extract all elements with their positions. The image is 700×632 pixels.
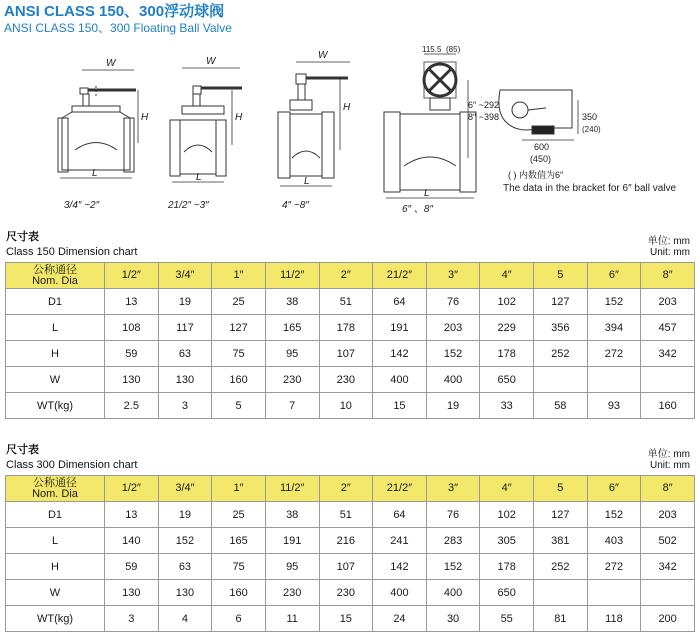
row-label: H: [6, 341, 105, 367]
table-cell: 25: [212, 289, 266, 315]
table-cell: 142: [373, 554, 427, 580]
fig-label-2: 21/2″ ~3″: [168, 200, 209, 211]
page-title-en: ANSI CLASS 150、300 Floating Ball Valve: [4, 21, 232, 35]
dim-gear-top-small: (85): [446, 45, 461, 54]
table-cell: 650: [480, 367, 534, 393]
table-cell: 272: [587, 341, 641, 367]
class150-unit: [648, 236, 690, 258]
table-cell: 130: [158, 367, 212, 393]
table-row: [6, 528, 695, 554]
table-cell: 75: [212, 554, 266, 580]
class150-dimension-table: [5, 262, 695, 419]
dim-gear-h2: 8″ ~398: [468, 112, 499, 122]
table-cell: 15: [319, 606, 373, 632]
row-label: WT(kg): [6, 393, 105, 419]
table-cell: 342: [641, 554, 695, 580]
dim-w-3: W: [318, 50, 328, 61]
table-cell: 381: [534, 528, 588, 554]
table-cell: 203: [641, 289, 695, 315]
table-cell: 191: [265, 528, 319, 554]
table-cell: 76: [426, 289, 480, 315]
table-cell: [587, 367, 641, 393]
table-cell: 95: [265, 341, 319, 367]
table-cell: 3: [158, 393, 212, 419]
table-cell: 200: [641, 606, 695, 632]
table-cell: 152: [587, 289, 641, 315]
table-cell: 33: [480, 393, 534, 419]
table-cell: 130: [105, 367, 159, 393]
table-cell: 102: [480, 289, 534, 315]
size-header: 3/4″: [158, 476, 212, 502]
table-cell: 191: [373, 315, 427, 341]
table-cell: 160: [641, 393, 695, 419]
size-header: 21/2″: [373, 263, 427, 289]
size-header: 21/2″: [373, 476, 427, 502]
size-header: 1″: [212, 476, 266, 502]
bracket-note-cn: ( ) 内数值为6″: [508, 170, 564, 180]
nom-dia-header-cn: 公称通径: [33, 476, 77, 489]
table-cell: 95: [265, 554, 319, 580]
fig-label-4: 6″ 、8″: [402, 204, 433, 215]
table-header-row: [6, 476, 695, 502]
table-cell: 25: [212, 502, 266, 528]
nom-dia-header-en: Nom. Dia: [32, 274, 78, 287]
class300-heading-cn: 尺寸表: [6, 444, 39, 456]
table-cell: 81: [534, 606, 588, 632]
table-row: [6, 606, 695, 632]
table-cell: 127: [212, 315, 266, 341]
table-cell: [641, 367, 695, 393]
table-cell: 58: [534, 393, 588, 419]
size-header: 3″: [426, 476, 480, 502]
table-cell: 19: [158, 502, 212, 528]
size-header: 1/2″: [105, 263, 159, 289]
table-row: [6, 502, 695, 528]
table-cell: 457: [641, 315, 695, 341]
table-cell: 400: [426, 580, 480, 606]
page-title-cn: ANSI CLASS 150、300浮动球阀: [4, 3, 225, 20]
table-cell: 152: [426, 341, 480, 367]
table-cell: 10: [319, 393, 373, 419]
size-header: 5: [534, 476, 588, 502]
table-cell: 19: [158, 289, 212, 315]
table-cell: 252: [534, 554, 588, 580]
size-header: 11/2″: [265, 263, 319, 289]
dim-l-4: L: [424, 188, 430, 199]
class300-unit-cn: 单位: mm: [647, 449, 690, 460]
table-cell: 63: [158, 554, 212, 580]
table-row: [6, 554, 695, 580]
fig-label-3: 4″ ~8″: [282, 200, 309, 211]
table-cell: 63: [158, 341, 212, 367]
fig-label-1: 3/4″ ~2″: [64, 200, 100, 211]
valve-drawing-2: [170, 68, 242, 182]
dim-gear-top: 115.5: [422, 45, 442, 54]
table-cell: 11: [265, 606, 319, 632]
size-header: 2″: [319, 263, 373, 289]
table-cell: 203: [426, 315, 480, 341]
table-cell: 5: [212, 393, 266, 419]
table-cell: 130: [158, 580, 212, 606]
nom-dia-header-cn: 公称通径: [33, 263, 77, 276]
table-row: [6, 367, 695, 393]
table-cell: 13: [105, 502, 159, 528]
valve-drawing-3: [278, 62, 350, 186]
row-label: W: [6, 580, 105, 606]
table-cell: 13: [105, 289, 159, 315]
nom-dia-header-en: Nom. Dia: [32, 487, 78, 500]
table-cell: 400: [373, 367, 427, 393]
table-cell: 107: [319, 554, 373, 580]
size-header: 1/2″: [105, 476, 159, 502]
table-cell: 152: [587, 502, 641, 528]
table-cell: 216: [319, 528, 373, 554]
row-label: W: [6, 367, 105, 393]
size-header: 6″: [587, 476, 641, 502]
table-cell: 76: [426, 502, 480, 528]
class150-heading-cn: 尺寸表: [6, 231, 39, 243]
table-cell: 229: [480, 315, 534, 341]
table-cell: 160: [212, 367, 266, 393]
dim-gear-h1: 6″ ~292: [468, 100, 499, 110]
table-cell: 51: [319, 502, 373, 528]
table-row: [6, 289, 695, 315]
table-cell: 4: [158, 606, 212, 632]
table-cell: 130: [105, 580, 159, 606]
dim-handwheel: 600: [534, 142, 550, 152]
class300-dimension-table: [5, 475, 695, 632]
table-cell: 38: [265, 289, 319, 315]
table-cell: 38: [265, 502, 319, 528]
dim-w-1: W: [106, 58, 116, 69]
table-cell: 394: [587, 315, 641, 341]
bracket-note-en: The data in the bracket for 6″ ball valve: [503, 183, 677, 194]
valve-drawing-1: [58, 70, 138, 178]
table-cell: 127: [534, 502, 588, 528]
table-cell: 165: [212, 528, 266, 554]
dim-l-1: L: [92, 168, 98, 179]
table-cell: 140: [105, 528, 159, 554]
class300-heading-en: Class 300 Dimension chart: [6, 459, 138, 471]
size-header: 11/2″: [265, 476, 319, 502]
table-cell: 24: [373, 606, 427, 632]
table-cell: 165: [265, 315, 319, 341]
size-header: 2″: [319, 476, 373, 502]
table-cell: 19: [426, 393, 480, 419]
row-label: L: [6, 315, 105, 341]
class150-heading: [6, 228, 137, 258]
nom-dia-header: [6, 476, 105, 502]
dim-l-3: L: [304, 176, 310, 187]
gear-side-view: [499, 90, 601, 164]
size-header: 4″: [480, 476, 534, 502]
table-cell: 118: [587, 606, 641, 632]
table-cell: 142: [373, 341, 427, 367]
table-cell: 400: [426, 367, 480, 393]
table-cell: 403: [587, 528, 641, 554]
table-cell: 502: [641, 528, 695, 554]
table-cell: 650: [480, 580, 534, 606]
size-header: 8″: [641, 263, 695, 289]
table-cell: 152: [158, 528, 212, 554]
row-label: D1: [6, 289, 105, 315]
table-cell: 178: [319, 315, 373, 341]
table-cell: 64: [373, 289, 427, 315]
size-header: 5: [534, 263, 588, 289]
table-cell: 107: [319, 341, 373, 367]
table-cell: 178: [480, 341, 534, 367]
row-label: H: [6, 554, 105, 580]
table-cell: 252: [534, 341, 588, 367]
class150-unit-en: Unit: mm: [650, 247, 690, 258]
table-cell: [534, 367, 588, 393]
table-cell: 160: [212, 580, 266, 606]
table-cell: 108: [105, 315, 159, 341]
table-cell: 51: [319, 289, 373, 315]
valve-drawing-4: [384, 45, 499, 198]
table-row: [6, 315, 695, 341]
class150-unit-cn: 单位: mm: [647, 236, 690, 247]
nom-dia-header: [6, 263, 105, 289]
table-cell: 272: [587, 554, 641, 580]
table-cell: 342: [641, 341, 695, 367]
table-cell: 6: [212, 606, 266, 632]
table-cell: 356: [534, 315, 588, 341]
table-cell: 400: [373, 580, 427, 606]
table-cell: 55: [480, 606, 534, 632]
table-cell: 203: [641, 502, 695, 528]
dim-side-h: 350: [582, 112, 598, 122]
table-row: [6, 341, 695, 367]
table-cell: 64: [373, 502, 427, 528]
table-cell: 15: [373, 393, 427, 419]
table-cell: 152: [426, 554, 480, 580]
dim-handwheel-small: (450): [530, 154, 552, 164]
class150-heading-en: Class 150 Dimension chart: [6, 246, 138, 258]
dim-h-3: H: [343, 102, 351, 113]
table-cell: [534, 580, 588, 606]
dim-side-h-small: (240): [582, 125, 601, 134]
dim-l-2: L: [196, 172, 202, 183]
size-header: 6″: [587, 263, 641, 289]
table-cell: 230: [265, 367, 319, 393]
table-cell: [587, 580, 641, 606]
table-cell: [641, 580, 695, 606]
table-cell: 230: [265, 580, 319, 606]
table-cell: 59: [105, 341, 159, 367]
table-cell: 283: [426, 528, 480, 554]
table-cell: 102: [480, 502, 534, 528]
size-header: 3/4″: [158, 263, 212, 289]
dim-h-1: H: [141, 112, 149, 123]
table-cell: 59: [105, 554, 159, 580]
table-cell: 230: [319, 367, 373, 393]
table-cell: 127: [534, 289, 588, 315]
table-cell: 178: [480, 554, 534, 580]
table-row: [6, 393, 695, 419]
table-cell: 75: [212, 341, 266, 367]
size-header: 1″: [212, 263, 266, 289]
table-cell: 305: [480, 528, 534, 554]
class300-heading: [6, 441, 137, 471]
table-cell: 7: [265, 393, 319, 419]
class300-unit-en: Unit: mm: [650, 460, 690, 471]
row-label: L: [6, 528, 105, 554]
table-cell: 2.5: [105, 393, 159, 419]
size-header: 8″: [641, 476, 695, 502]
table-cell: 30: [426, 606, 480, 632]
table-cell: 93: [587, 393, 641, 419]
table-cell: 230: [319, 580, 373, 606]
table-row: [6, 580, 695, 606]
row-label: D1: [6, 502, 105, 528]
size-header: 3″: [426, 263, 480, 289]
dim-h-2: H: [235, 112, 243, 123]
size-header: 4″: [480, 263, 534, 289]
dim-w-2: W: [206, 56, 216, 67]
table-cell: 117: [158, 315, 212, 341]
row-label: WT(kg): [6, 606, 105, 632]
table-header-row: [6, 263, 695, 289]
table-cell: 241: [373, 528, 427, 554]
class300-unit: [648, 449, 690, 471]
table-cell: 3: [105, 606, 159, 632]
